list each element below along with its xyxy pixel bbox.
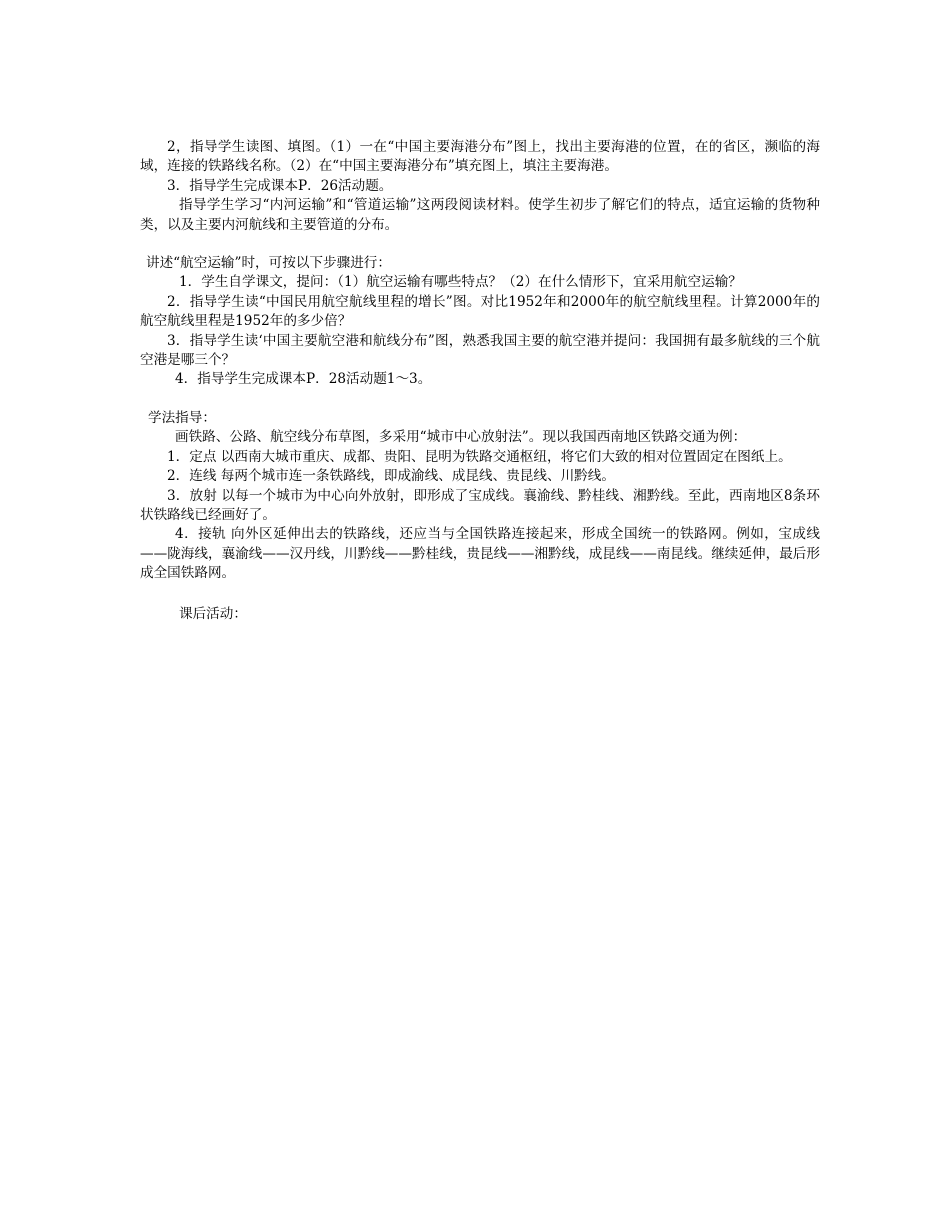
study-method-intro: 画铁路、公路、航空线分布草图，多采用“城市中心放射法”。现以我国西南地区铁路交通为例：: [175, 429, 747, 446]
ports-paragraph-map-reading: 2，指导学生读图、填图。（1）一在“中国主要海港分布”图上，找出主要海港的位置，在的省区，濒临的海域，连接的铁路线名称。（2）在“中国主要海港分布”填充图上，填注主要海港。: [140, 139, 820, 175]
study-method-heading: 学法指导：: [148, 409, 216, 426]
spacer: [140, 584, 820, 605]
after-class-heading: 课后活动：: [179, 605, 247, 622]
air-step-3: 3．指导学生读‘中国主要航空港和航线分布”图，熟悉我国主要的航空港并提问：我国拥有最多航线的三个航空港是哪三个？: [140, 332, 820, 369]
air-step-4: 4．指导学生完成课本P．28活动题1～3。: [175, 371, 432, 388]
method-step-2: 2．连线 每两个城市连一条铁路线，即成渝线、成昆线、贵昆线、川黔线。: [167, 468, 615, 485]
air-step-1: 1．学生自学课文，提问：（1）航空运输有哪些特点？（2）在什么情形下，宜采用航空运输？: [179, 274, 742, 291]
method-step-3: 3．放射 以每一个城市为中心向外放射，即形成了宝成线。襄渝线、黔桂线、湘黔线。至此，西南地区8条环状铁路线已经画好了。: [140, 487, 820, 523]
ports-paragraph-activity: 3．指导学生完成课本P．26活动题。: [167, 177, 393, 194]
method-step-1: 1．定点 以西南大城市重庆、成都、贵阳、昆明为铁路交通枢纽，将它们大致的相对位置固定在图纸上。: [167, 448, 792, 465]
air-step-2: 2．指导学生读“中国民用航空航线里程的增长”图。对比1952年和2000年的航空航线里程。计算2000年的航空航线里程是1952年的多少倍？: [140, 293, 820, 330]
air-transport-heading: 讲述“航空运输”时，可按以下步骤进行：: [146, 255, 391, 272]
method-step-4: 4．接轨 向外区延伸出去的铁路线，还应当与全国铁路连接起来，形成全国统一的铁路网。例如，宝成线——陇海线，襄渝线——汉丹线，川黔线——黔桂线，贵昆线——湘黔线，成昆线——南昆线。继续延伸，最后形成全国铁路网。: [140, 526, 820, 582]
ports-paragraph-inland-pipeline: 指导学生学习“内河运输”和“管道运输”这两段阅读材料。使学生初步了解它们的特点，适宜运输的货物种类，以及主要内河航线和主要管道的分布。: [140, 197, 820, 233]
spacer: [140, 390, 820, 409]
document-page: [140, 138, 820, 624]
spacer: [140, 235, 820, 254]
